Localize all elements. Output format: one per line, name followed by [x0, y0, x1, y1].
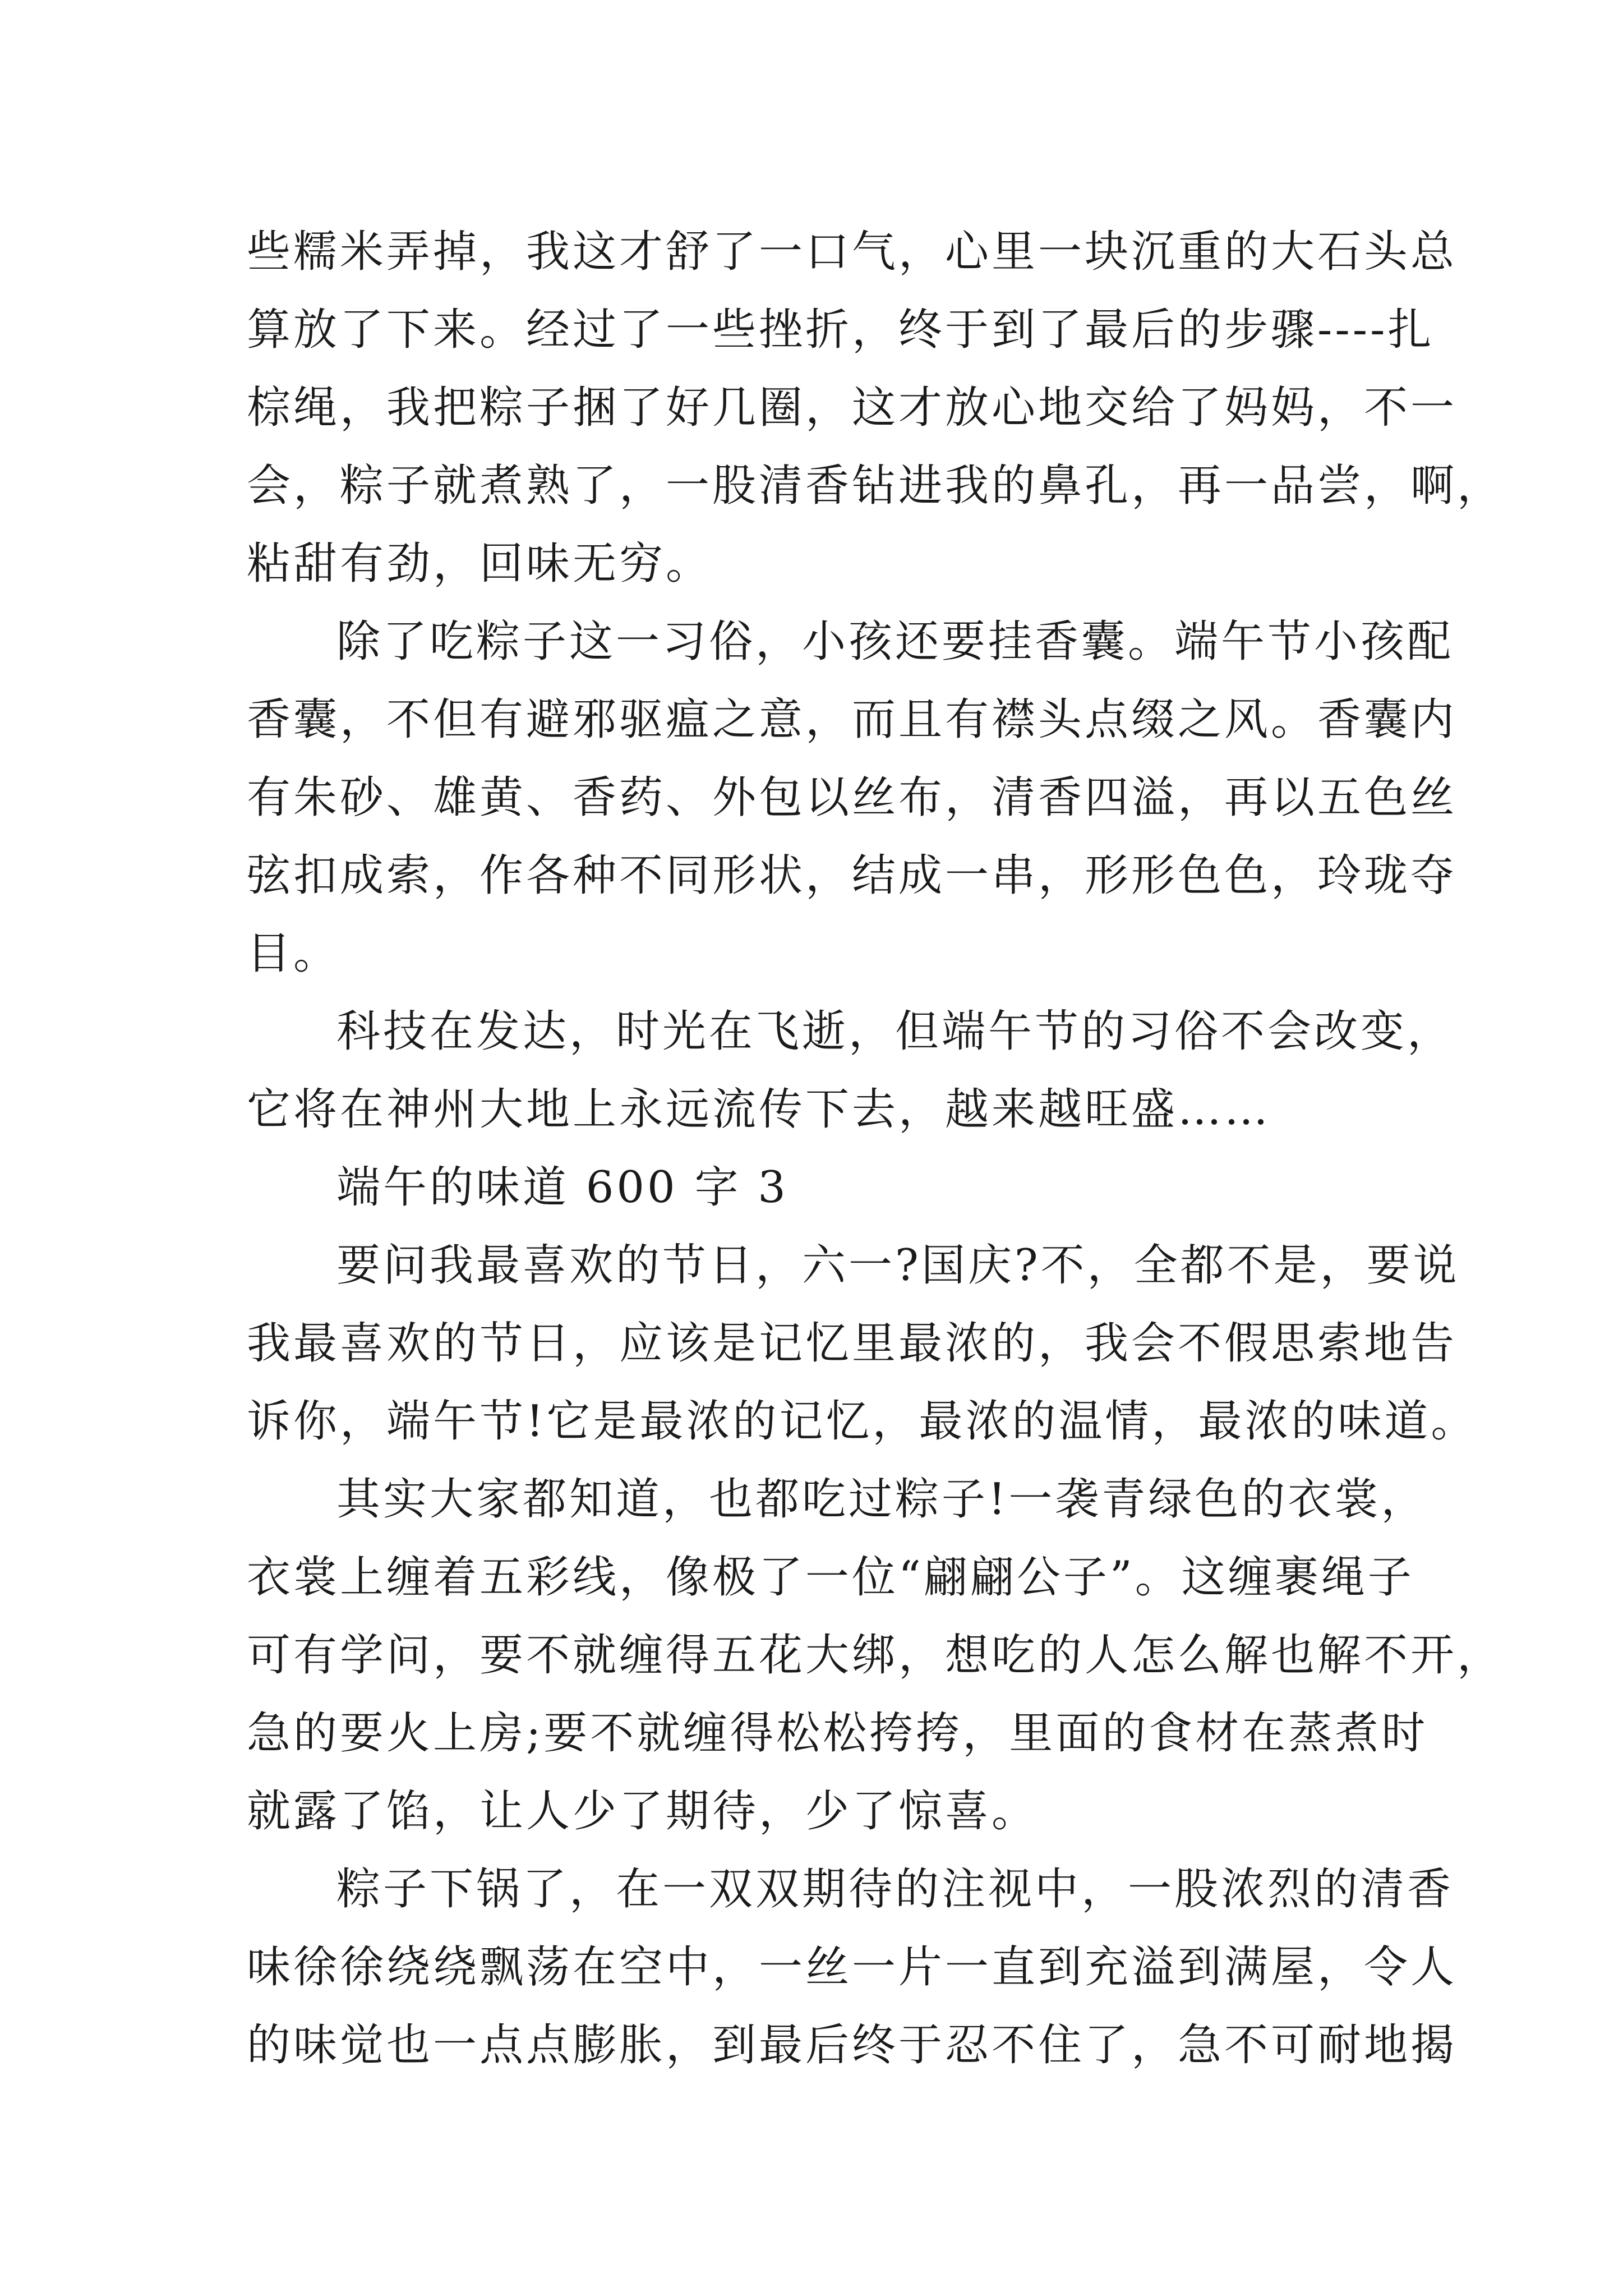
- text-line: 会，粽子就煮熟了，一股清香钻进我的鼻孔，再一品尝，啊，: [247, 461, 1504, 511]
- text-line: 香囊，不但有避邪驱瘟之意，而且有襟头点缀之风。香囊内: [247, 694, 1458, 745]
- text-line: 急的要火上房;要不就缠得松松挎挎，里面的食材在蒸煮时: [247, 1708, 1428, 1759]
- paragraph-start-line: 要问我最喜欢的节日，六一?国庆?不，全都不是，要说: [336, 1240, 1460, 1291]
- text-line: 有朱砂、雄黄、香药、外包以丝布，清香四溢，再以五色丝: [247, 772, 1458, 823]
- paragraph-start-line: 其实大家都知道，也都吃过粽子!一袭青绿色的衣裳，: [336, 1474, 1428, 1525]
- text-line: 就露了馅，让人少了期待，少了惊喜。: [247, 1786, 1039, 1837]
- paragraph-start-line: 粽子下锅了，在一双双期待的注视中，一股浓烈的清香: [336, 1864, 1454, 1915]
- text-line: 它将在神州大地上永远流传下去，越来越旺盛……: [247, 1084, 1271, 1135]
- section-heading: 端午的味道 600 字 3: [336, 1162, 789, 1213]
- text-line: 棕绳，我把粽子捆了好几圈，这才放心地交给了妈妈，不一: [247, 383, 1458, 433]
- paragraph-start-line: 除了吃粽子这一习俗，小孩还要挂香囊。端午节小孩配: [336, 616, 1454, 667]
- text-line: 诉你，端午节!它是最浓的记忆，最浓的温情，最浓的味道。: [247, 1396, 1478, 1447]
- text-line: 些糯米弄掉，我这才舒了一口气，心里一块沉重的大石头总: [247, 227, 1458, 277]
- text-line: 目。: [247, 928, 340, 979]
- text-line: 粘甜有劲，回味无穷。: [247, 539, 713, 589]
- text-line: 的味觉也一点点膨胀，到最后终于忍不住了，急不可耐地揭: [247, 2020, 1458, 2070]
- text-line: 可有学问，要不就缠得五花大绑，想吃的人怎么解也解不开，: [247, 1630, 1504, 1681]
- paragraph-start-line: 科技在发达，时光在飞逝，但端午节的习俗不会改变，: [336, 1006, 1454, 1057]
- text-line: 弦扣成索，作各种不同形状，结成一串，形形色色，玲珑夺: [247, 850, 1458, 901]
- text-line: 衣裳上缠着五彩线，像极了一位“翩翩公子”。这缠裹绳子: [247, 1552, 1414, 1603]
- text-line: 味徐徐绕绕飘荡在空中，一丝一片一直到充溢到满屋，令人: [247, 1942, 1458, 1993]
- document-body: [247, 213, 1504, 2085]
- text-line: 我最喜欢的节日，应该是记忆里最浓的，我会不假思索地告: [247, 1318, 1458, 1369]
- text-line: 算放了下来。经过了一些挫折，终于到了最后的步骤----扎: [247, 305, 1435, 355]
